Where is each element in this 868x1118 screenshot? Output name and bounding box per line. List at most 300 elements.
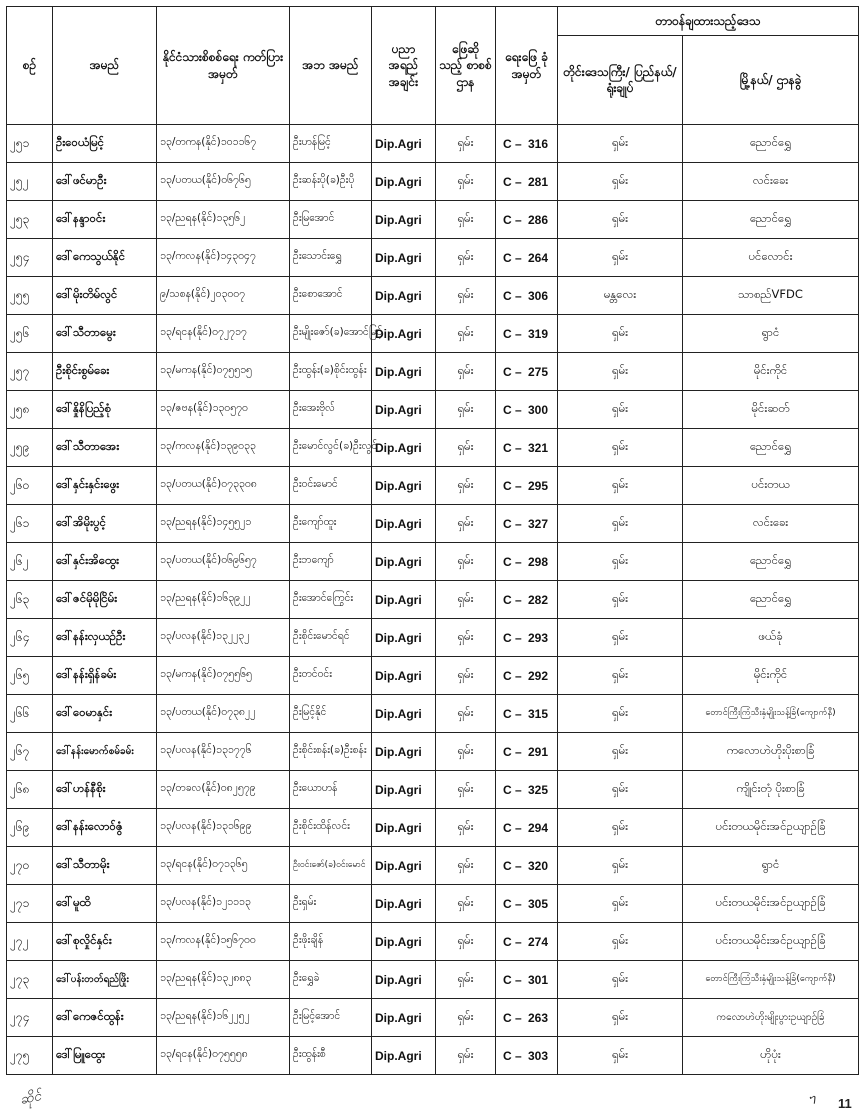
cell-roll-no: [496, 467, 558, 505]
cell-township: ရွာငံ: [683, 847, 859, 885]
roll-number: 325: [527, 782, 548, 797]
table-row: [7, 277, 859, 315]
cell-name: ဒေါ်ကေဇင်ထွန်း: [53, 999, 157, 1037]
cell-no: ၂၆၄: [7, 619, 53, 657]
cell-nrc: ၁၃/ညရန(နိုင်)၁၄၅၅၂၁: [157, 505, 290, 543]
table-row: [7, 695, 859, 733]
cell-exam-subject: ရှမ်း: [436, 657, 496, 695]
roll-prefix: C –: [503, 668, 522, 683]
table-row: [7, 543, 859, 581]
roll-prefix: C –: [503, 440, 522, 455]
cell-township: ပင်းတယမိုင်းအင်ဥယျာဉ်ခြံ: [683, 923, 859, 961]
cell-township: ဟိုပုံး: [683, 1037, 859, 1075]
cell-father: ဦးဆန်းပို(ခ)ဦးပို: [290, 163, 372, 201]
cell-name: ဒေါ်ဇင်မိုမိုငြိမ်း: [53, 581, 157, 619]
cell-name: ဒေါ်နန်းလှယဉ်ဦး: [53, 619, 157, 657]
cell-roll-no: [496, 657, 558, 695]
cell-father: ဦးထွန်းစီ: [290, 1037, 372, 1075]
cell-education: Dip.Agri: [372, 125, 436, 163]
cell-roll-no: [496, 999, 558, 1037]
table-row: [7, 125, 859, 163]
cell-nrc: ၁၃/ညရန(နိုင်)၁၃၅၆၂: [157, 201, 290, 239]
cell-name: ဒေါ်ပန်းတတ်ရည်ဖြိုး: [53, 961, 157, 999]
roll-number: 319: [527, 326, 548, 341]
cell-exam-subject: ရှမ်း: [436, 467, 496, 505]
cell-no: ၂၅၈: [7, 391, 53, 429]
cell-education: Dip.Agri: [372, 315, 436, 353]
cell-father: ဦးမြအောင်: [290, 201, 372, 239]
cell-roll-no: [496, 695, 558, 733]
cell-father: ဦးဝင်းဇော်(ခ)ဝင်းမောင်: [290, 847, 372, 885]
cell-father: ဦးဖိုးချိန်: [290, 923, 372, 961]
table-row: [7, 999, 859, 1037]
cell-nrc: ၁၃/တခလ(နိုင်)၀၈၂၅၇၉: [157, 771, 290, 809]
roll-number: 327: [527, 516, 548, 531]
cell-township: ပင်လောင်း: [683, 239, 859, 277]
cell-nrc: ၁၃/ရငန(နိုင်)၀၇၁၃၆၅: [157, 847, 290, 885]
page-number: 11: [838, 1096, 852, 1111]
roll-prefix: C –: [503, 478, 522, 493]
header-township: မြို့နယ်/ ဌာနခွဲ: [683, 36, 859, 125]
cell-name: ဒေါ်သီတာအေး: [53, 429, 157, 467]
cell-no: ၂၆၇: [7, 733, 53, 771]
cell-father: ဦးမြင့်နိုင်: [290, 695, 372, 733]
cell-region: ရှမ်း: [558, 467, 683, 505]
roll-number: 298: [527, 554, 548, 569]
cell-education: Dip.Agri: [372, 961, 436, 999]
cell-father: ဦးယောဟန်: [290, 771, 372, 809]
cell-nrc: ၁၃/ရငန(နိုင်)၀၇၂၇၁၇: [157, 315, 290, 353]
roll-number: 306: [527, 288, 548, 303]
header-roll-no: ရေးဖြေ ခုံအမှတ်: [496, 7, 558, 125]
table-row: [7, 1037, 859, 1075]
cell-region: ရှမ်း: [558, 1037, 683, 1075]
cell-father: ဦးအောင်ကြွေင်း: [290, 581, 372, 619]
cell-region: ရှမ်း: [558, 619, 683, 657]
cell-roll-no: [496, 201, 558, 239]
cell-name: ဒေါ်နန်းရှိန်ခမ်း: [53, 657, 157, 695]
cell-township: တောင်ကြီးကြံသီးနှံမျိုးသန့်ခြံ(ကျောက်နီ): [683, 695, 859, 733]
cell-township: ရွာငံ: [683, 315, 859, 353]
cell-no: ၂၅၇: [7, 353, 53, 391]
cell-father: ဦးအေးဗိုလ်: [290, 391, 372, 429]
cell-nrc: ၁၃/ကလန(နိုင်)၁၄၃၀၄၇: [157, 239, 290, 277]
cell-exam-subject: ရှမ်း: [436, 353, 496, 391]
cell-name: ဒေါ်နန်းမောက်စမ်ခမ်း: [53, 733, 157, 771]
cell-township: ကလောဟဲဟိုးမျိုးပွားဥယျာဉ်ခြံ: [683, 999, 859, 1037]
roll-prefix: C –: [503, 934, 522, 949]
cell-roll-no: [496, 315, 558, 353]
cell-nrc: ၁၃/တကန(နိုင်)၁၀၁၁၆၇: [157, 125, 290, 163]
cell-nrc: ၁၃/ဇဗန(နိုင်)၁၃၀၅၇၀: [157, 391, 290, 429]
roll-prefix: C –: [503, 250, 522, 265]
roll-number: 286: [527, 212, 548, 227]
cell-nrc: ၁၃/ပတယ(နိုင်)၀၇၃၃၀၈: [157, 467, 290, 505]
cell-education: Dip.Agri: [372, 695, 436, 733]
roll-prefix: C –: [503, 326, 522, 341]
table-row: [7, 315, 859, 353]
cell-nrc: ၁၃/ညရန(နိုင်)၁၃၂၈၈၃: [157, 961, 290, 999]
cell-education: Dip.Agri: [372, 239, 436, 277]
cell-exam-subject: ရှမ်း: [436, 315, 496, 353]
roll-number: 282: [527, 592, 548, 607]
cell-father: ဦးတင်ဝင်း: [290, 657, 372, 695]
roll-number: 301: [527, 972, 548, 987]
cell-exam-subject: ရှမ်း: [436, 201, 496, 239]
roll-prefix: C –: [503, 136, 522, 151]
cell-no: ၂၆၅: [7, 657, 53, 695]
table-row: [7, 429, 859, 467]
header-education: ပညာ အရည် အချင်း: [372, 7, 436, 125]
cell-region: ရှမ်း: [558, 505, 683, 543]
cell-no: ၂၇၁: [7, 885, 53, 923]
cell-education: Dip.Agri: [372, 771, 436, 809]
cell-exam-subject: ရှမ်း: [436, 733, 496, 771]
cell-name: ဒေါ်သီတာမွေး: [53, 315, 157, 353]
signature-right: ᥐ: [806, 1091, 817, 1109]
cell-no: ၂၅၄: [7, 239, 53, 277]
table-row: [7, 619, 859, 657]
cell-roll-no: [496, 733, 558, 771]
cell-no: ၂၅၅: [7, 277, 53, 315]
table-row: [7, 391, 859, 429]
cell-name: ဒေါ်နန္ဒာဝင်း: [53, 201, 157, 239]
cell-township: ညောင်ရွှေ: [683, 429, 859, 467]
roll-prefix: C –: [503, 1048, 522, 1063]
cell-region: ရှမ်း: [558, 695, 683, 733]
cell-roll-no: [496, 429, 558, 467]
cell-township: ညောင်ရွှေ: [683, 201, 859, 239]
cell-education: Dip.Agri: [372, 847, 436, 885]
cell-roll-no: [496, 239, 558, 277]
cell-township: ပင်းတယမိုင်းအင်ဥယျာဉ်ခြံ: [683, 885, 859, 923]
roll-number: 263: [527, 1010, 548, 1025]
cell-nrc: ၁၃/ပတယ(နိုင်)၀၆၇၆၅: [157, 163, 290, 201]
cell-nrc: ၁၃/ကလန(နိုင်)၁၃၉၀၃၃: [157, 429, 290, 467]
cell-region: ရှမ်း: [558, 429, 683, 467]
cell-region: ရှမ်း: [558, 657, 683, 695]
cell-region: ရှမ်း: [558, 543, 683, 581]
table-row: [7, 353, 859, 391]
cell-exam-subject: ရှမ်း: [436, 391, 496, 429]
cell-no: ၂၇၅: [7, 1037, 53, 1075]
roll-number: 264: [527, 250, 548, 265]
cell-exam-subject: ရှမ်း: [436, 277, 496, 315]
cell-name: ဒေါ်နန်းလောဝ်ဇွံ: [53, 809, 157, 847]
cell-nrc: ၁၃/မကန(နိုင်)၀၇၅၅၁၅: [157, 353, 290, 391]
cell-no: ၂၆၃: [7, 581, 53, 619]
table-row: [7, 771, 859, 809]
cell-no: ၂၆၀: [7, 467, 53, 505]
cell-township: လင်းခေး: [683, 163, 859, 201]
cell-region: ရှမ်း: [558, 999, 683, 1037]
roll-number: 303: [527, 1048, 548, 1063]
table-row: [7, 163, 859, 201]
header-nrc: နိုင်ငံသားစိစစ်ရေး ကတ်ပြားအမှတ်: [157, 7, 290, 125]
header-region: တိုင်းဒေသကြီး/ ပြည်နယ်/ ရုံးချုပ်: [558, 36, 683, 125]
header-exam-subject: ဖြေဆို သည့် စာစစ် ဌာန: [436, 7, 496, 125]
cell-no: ၂၅၃: [7, 201, 53, 239]
table-row: [7, 733, 859, 771]
cell-education: Dip.Agri: [372, 353, 436, 391]
cell-roll-no: [496, 961, 558, 999]
cell-township: ပင်းတယမိုင်းအင်ဥယျာဉ်ခြံ: [683, 809, 859, 847]
cell-education: Dip.Agri: [372, 201, 436, 239]
cell-nrc: ၁၃/ပတယ(နိုင်)၀၇၃၈၂၂: [157, 695, 290, 733]
cell-region: ရှမ်း: [558, 581, 683, 619]
roll-prefix: C –: [503, 820, 522, 835]
cell-roll-no: [496, 543, 558, 581]
table-row: [7, 657, 859, 695]
header-location-group: တာဝန်ချထားသည့်ဒေသ: [558, 7, 859, 36]
roll-number: 305: [527, 896, 548, 911]
cell-education: Dip.Agri: [372, 391, 436, 429]
table-row: [7, 201, 859, 239]
roll-prefix: C –: [503, 630, 522, 645]
cell-nrc: ၁၃/ပလန(နိုင်)၁၃၁၇၇၆: [157, 733, 290, 771]
roll-number: 320: [527, 858, 548, 873]
cell-no: ၂၇၀: [7, 847, 53, 885]
cell-education: Dip.Agri: [372, 1037, 436, 1075]
cell-name: ဒေါ်ဟန်နီစိုး: [53, 771, 157, 809]
cell-region: ရှမ်း: [558, 961, 683, 999]
cell-exam-subject: ရှမ်း: [436, 999, 496, 1037]
cell-roll-no: [496, 619, 558, 657]
roll-number: 294: [527, 820, 548, 835]
cell-father: ဦးစိုင်းစန်း(ခ)ဦးစန်း: [290, 733, 372, 771]
page-footer: [0, 1088, 868, 1118]
cell-township: မိုင်းကိုင်: [683, 353, 859, 391]
cell-education: Dip.Agri: [372, 543, 436, 581]
table-row: [7, 239, 859, 277]
table-row: [7, 885, 859, 923]
cell-nrc: ၁၃/ညရန(နိုင်)၁၆၃၉၂၂: [157, 581, 290, 619]
cell-education: Dip.Agri: [372, 885, 436, 923]
cell-name: ဒေါ်နှိုနိပြည့်စုံ: [53, 391, 157, 429]
cell-education: Dip.Agri: [372, 505, 436, 543]
cell-name: ဒေါ်မိုးတိမ်လွင်: [53, 277, 157, 315]
cell-roll-no: [496, 391, 558, 429]
cell-exam-subject: ရှမ်း: [436, 961, 496, 999]
cell-education: Dip.Agri: [372, 733, 436, 771]
cell-education: Dip.Agri: [372, 277, 436, 315]
cell-exam-subject: ရှမ်း: [436, 239, 496, 277]
cell-roll-no: [496, 277, 558, 315]
cell-roll-no: [496, 353, 558, 391]
cell-roll-no: [496, 771, 558, 809]
cell-father: ဦးမျိုးဇော်(ခ)အောင်မြင့်: [290, 315, 372, 353]
cell-township: မိုင်းကိုင်: [683, 657, 859, 695]
document-page: [6, 6, 858, 1075]
cell-township: ညောင်ရွှေ: [683, 581, 859, 619]
cell-region: ရှမ်း: [558, 847, 683, 885]
cell-exam-subject: ရှမ်း: [436, 619, 496, 657]
cell-nrc: ၁၃/ပတယ(နိုင်)၀၆၉၆၅၇: [157, 543, 290, 581]
cell-exam-subject: ရှမ်း: [436, 847, 496, 885]
roll-prefix: C –: [503, 402, 522, 417]
cell-region: ရှမ်း: [558, 391, 683, 429]
cell-father: ဦးရွှေခဲ: [290, 961, 372, 999]
cell-township: ဖယ်ခုံ: [683, 619, 859, 657]
cell-roll-no: [496, 1037, 558, 1075]
cell-name: ဒေါ်မူထိ: [53, 885, 157, 923]
cell-nrc: ၁၃/ရငန(နိုင်)၀၇၅၅၅၈: [157, 1037, 290, 1075]
cell-name: ဦးစိုင်းစွမ်ခေး: [53, 353, 157, 391]
signature-left: ဆိုင်: [18, 1087, 43, 1109]
cell-region: ရှမ်း: [558, 733, 683, 771]
table-row: [7, 923, 859, 961]
cell-no: ၂၅၆: [7, 315, 53, 353]
cell-name: ဒေါ်သီတာမိုး: [53, 847, 157, 885]
table-row: [7, 809, 859, 847]
cell-education: Dip.Agri: [372, 581, 436, 619]
cell-education: Dip.Agri: [372, 163, 436, 201]
header-name: အမည်: [53, 7, 157, 125]
roll-prefix: C –: [503, 174, 522, 189]
roll-number: 291: [527, 744, 548, 759]
cell-no: ၂၅၂: [7, 163, 53, 201]
cell-exam-subject: ရှမ်း: [436, 923, 496, 961]
cell-exam-subject: ရှမ်း: [436, 771, 496, 809]
cell-township: တောင်ကြီးကြံသီးနှံမျိုးသန့်ခြံ(ကျောက်နီ): [683, 961, 859, 999]
cell-education: Dip.Agri: [372, 923, 436, 961]
cell-nrc: ၁၃/မကန(နိုင်)၀၇၅၅၆၅: [157, 657, 290, 695]
cell-name: ဒေါ်ဖင်မာဦး: [53, 163, 157, 201]
cell-father: ဦးမောင်လွင်(ခ)ဦးလွင်: [290, 429, 372, 467]
cell-nrc: ၁၃/ပလန(နိုင်)၁၂၁၁၁၃: [157, 885, 290, 923]
cell-name: ဒေါ်နှင်းနှင်းဖွေး: [53, 467, 157, 505]
cell-region: ရှမ်း: [558, 201, 683, 239]
roll-prefix: C –: [503, 896, 522, 911]
cell-region: ရှမ်း: [558, 163, 683, 201]
cell-roll-no: [496, 505, 558, 543]
cell-no: ၂၆၆: [7, 695, 53, 733]
cell-no: ၂၆၂: [7, 543, 53, 581]
cell-exam-subject: ရှမ်း: [436, 581, 496, 619]
cell-region: ရှမ်း: [558, 125, 683, 163]
cell-nrc: ၁၃/ပလန(နိုင်)၁၃၂၂၃၂: [157, 619, 290, 657]
roll-number: 275: [527, 364, 548, 379]
roll-number: 281: [527, 174, 548, 189]
cell-no: ၂၇၄: [7, 999, 53, 1037]
cell-no: ၂၅၉: [7, 429, 53, 467]
header-father: အဘ အမည်: [290, 7, 372, 125]
roll-prefix: C –: [503, 972, 522, 987]
roll-number: 274: [527, 934, 548, 949]
cell-nrc: ၉/သစန(နိုင်)၂၀၃၀၀၇: [157, 277, 290, 315]
cell-father: ဦးရှမ်း: [290, 885, 372, 923]
roll-prefix: C –: [503, 212, 522, 227]
cell-no: ၂၇၂: [7, 923, 53, 961]
cell-roll-no: [496, 809, 558, 847]
cell-education: Dip.Agri: [372, 809, 436, 847]
cell-no: ၂၆၁: [7, 505, 53, 543]
cell-township: ပင်းတယ: [683, 467, 859, 505]
cell-region: ရှမ်း: [558, 353, 683, 391]
cell-education: Dip.Agri: [372, 467, 436, 505]
cell-education: Dip.Agri: [372, 999, 436, 1037]
cell-father: ဦးစောအောင်: [290, 277, 372, 315]
cell-roll-no: [496, 847, 558, 885]
roll-prefix: C –: [503, 744, 522, 759]
cell-nrc: ၁၃/ညရန(နိုင်)၁၆၂၂၅၂: [157, 999, 290, 1037]
roll-prefix: C –: [503, 554, 522, 569]
roll-number: 315: [527, 706, 548, 721]
cell-father: ဦးဟန်မြင့်: [290, 125, 372, 163]
cell-region: ရှမ်း: [558, 239, 683, 277]
cell-no: ၂၆၈: [7, 771, 53, 809]
cell-exam-subject: ရှမ်း: [436, 885, 496, 923]
roll-prefix: C –: [503, 858, 522, 873]
header-no: စဉ်: [7, 7, 53, 125]
cell-father: ဦးစိုင်းမောင်ရင်: [290, 619, 372, 657]
roll-number: 316: [527, 136, 548, 151]
cell-name: ဦးဝေယံမြင့်: [53, 125, 157, 163]
cell-roll-no: [496, 923, 558, 961]
cell-nrc: ၁၃/ကလန(နိုင်)၁၅၆၇၀၀: [157, 923, 290, 961]
table-row: [7, 467, 859, 505]
roll-number: 300: [527, 402, 548, 417]
roll-number: 321: [527, 440, 548, 455]
cell-father: ဦးမြင့်အောင်: [290, 999, 372, 1037]
cell-father: ဦးကျော်ထူး: [290, 505, 372, 543]
cell-township: သာစည်VFDC: [683, 277, 859, 315]
cell-nrc: ၁၃/ပလန(နိုင်)၁၃၁၆၉၉: [157, 809, 290, 847]
cell-father: ဦးစိုင်းထိန်လင်း: [290, 809, 372, 847]
table-row: [7, 581, 859, 619]
cell-region: မန္တလေး: [558, 277, 683, 315]
cell-exam-subject: ရှမ်း: [436, 543, 496, 581]
cell-exam-subject: ရှမ်း: [436, 695, 496, 733]
table-row: [7, 961, 859, 999]
roll-number: 292: [527, 668, 548, 683]
cell-name: ဒေါ်နှင်းအိထွေး: [53, 543, 157, 581]
cell-township: ကျိုင်းတုံ ပိုးစာခြံ: [683, 771, 859, 809]
cell-region: ရှမ်း: [558, 809, 683, 847]
cell-name: ဒေါ်အိမိုးပွင့်: [53, 505, 157, 543]
roll-prefix: C –: [503, 288, 522, 303]
roll-prefix: C –: [503, 516, 522, 531]
cell-exam-subject: ရှမ်း: [436, 1037, 496, 1075]
roll-prefix: C –: [503, 592, 522, 607]
cell-exam-subject: ရှမ်း: [436, 125, 496, 163]
assignment-table: [6, 6, 859, 1075]
cell-father: ဦးဘကျော်: [290, 543, 372, 581]
cell-township: ညောင်ရွှေ: [683, 543, 859, 581]
cell-father: ဦးထွန်း(ခ)စိုင်းထွန်း: [290, 353, 372, 391]
roll-number: 293: [527, 630, 548, 645]
roll-prefix: C –: [503, 1010, 522, 1025]
cell-exam-subject: ရှမ်း: [436, 809, 496, 847]
cell-name: ဒေါ်မြူထွေး: [53, 1037, 157, 1075]
cell-father: ဦးဝင်းမောင်: [290, 467, 372, 505]
cell-township: မိုင်းဆတ်: [683, 391, 859, 429]
table-row: [7, 847, 859, 885]
cell-education: Dip.Agri: [372, 657, 436, 695]
cell-township: ကလောဟဲဟိုးပိုးစာခြံ: [683, 733, 859, 771]
cell-exam-subject: ရှမ်း: [436, 505, 496, 543]
cell-no: ၂၅၁: [7, 125, 53, 163]
cell-region: ရှမ်း: [558, 315, 683, 353]
table-row: [7, 505, 859, 543]
roll-number: 295: [527, 478, 548, 493]
roll-prefix: C –: [503, 782, 522, 797]
cell-education: Dip.Agri: [372, 429, 436, 467]
table-body: [7, 125, 859, 1075]
cell-name: ဒေါ်ကေသွယ်နိုင်: [53, 239, 157, 277]
cell-township: ညောင်ရွှေ: [683, 125, 859, 163]
cell-exam-subject: ရှမ်း: [436, 163, 496, 201]
